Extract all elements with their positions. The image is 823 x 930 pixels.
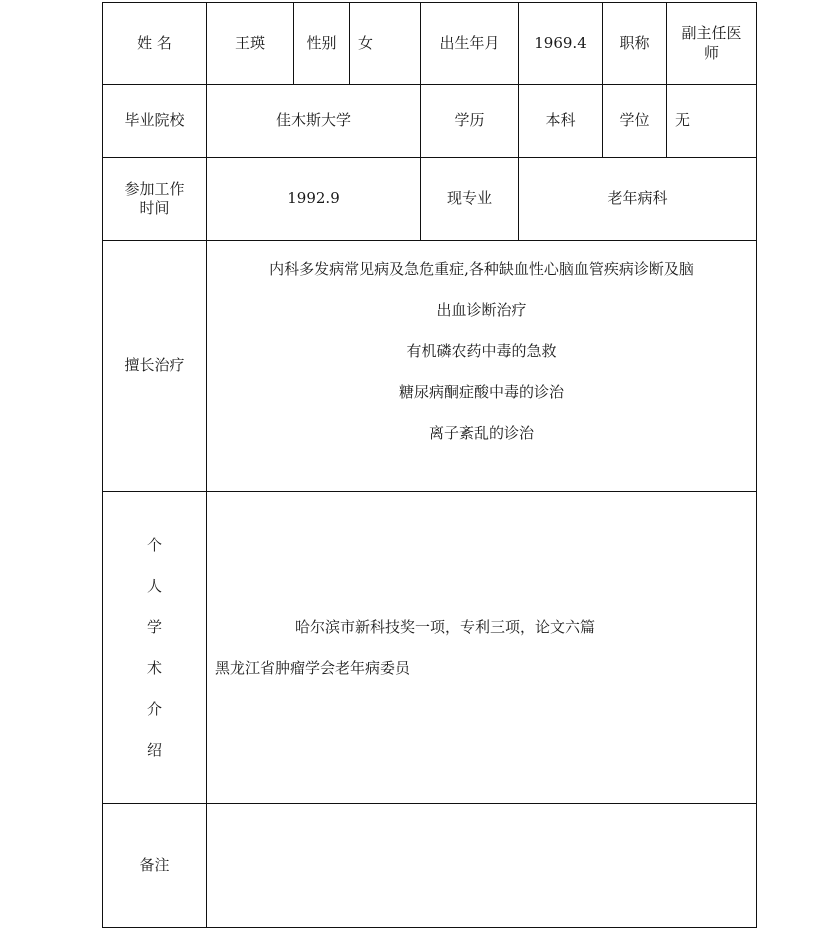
work-start-label <box>103 158 207 241</box>
intro-label-char: 个 <box>146 535 162 554</box>
expertise-line: 有机磷农药中毒的急救 <box>406 342 557 360</box>
title-value-line1: 副主任医 <box>681 24 742 42</box>
row-expertise <box>103 241 757 492</box>
intro-line: 黑龙江省肿瘤学会老年病委员 <box>215 659 411 677</box>
row-basic-info <box>103 3 757 85</box>
work-start-label-line1: 参加工作 <box>124 179 185 198</box>
gender-label: 性别 <box>294 3 350 85</box>
specialty-value: 老年病科 <box>519 158 757 241</box>
title-value <box>667 3 757 85</box>
intro-label-char: 学 <box>146 617 162 636</box>
row-remarks <box>103 804 757 928</box>
personnel-info-table <box>102 2 757 928</box>
school-label: 毕业院校 <box>103 85 207 158</box>
remarks-label: 备注 <box>103 804 207 928</box>
school-value: 佳木斯大学 <box>207 85 421 158</box>
intro-label-char: 人 <box>146 576 162 595</box>
expertise-value <box>207 241 757 492</box>
remarks-value <box>207 804 757 928</box>
work-start-label-line2: 时间 <box>139 199 170 217</box>
intro-label-char: 介 <box>146 699 162 718</box>
education-value: 本科 <box>519 85 603 158</box>
expertise-line: 糖尿病酮症酸中毒的诊治 <box>398 383 564 401</box>
expertise-label: 擅长治疗 <box>103 241 207 492</box>
intro-line: 哈尔滨市新科技奖一项，专利三项，论文六篇 <box>295 618 596 636</box>
degree-label: 学位 <box>603 85 667 158</box>
degree-value: 无 <box>667 85 757 158</box>
birth-value: 1969.4 <box>519 3 603 85</box>
specialty-label: 现专业 <box>421 158 519 241</box>
gender-value: 女 <box>350 3 421 85</box>
work-start-value: 1992.9 <box>207 158 421 241</box>
title-value-line2: 师 <box>703 43 719 62</box>
row-academic-intro <box>103 492 757 804</box>
intro-label-char: 术 <box>146 658 162 677</box>
name-label: 姓 名 <box>103 3 207 85</box>
title-label: 职称 <box>603 3 667 85</box>
academic-intro-label <box>103 492 207 804</box>
expertise-line: 离子紊乱的诊治 <box>428 424 534 442</box>
row-work <box>103 158 757 241</box>
expertise-line: 内科多发病常见病及急危重症,各种缺血性心脑血管疾病诊断及脑 <box>269 260 694 278</box>
intro-label-char: 绍 <box>146 740 162 759</box>
education-label: 学历 <box>421 85 519 158</box>
row-education <box>103 85 757 158</box>
birth-label: 出生年月 <box>421 3 519 85</box>
academic-intro-value <box>207 492 757 804</box>
expertise-line: 出血诊断治疗 <box>436 301 527 319</box>
name-value: 王瑛 <box>207 3 294 85</box>
